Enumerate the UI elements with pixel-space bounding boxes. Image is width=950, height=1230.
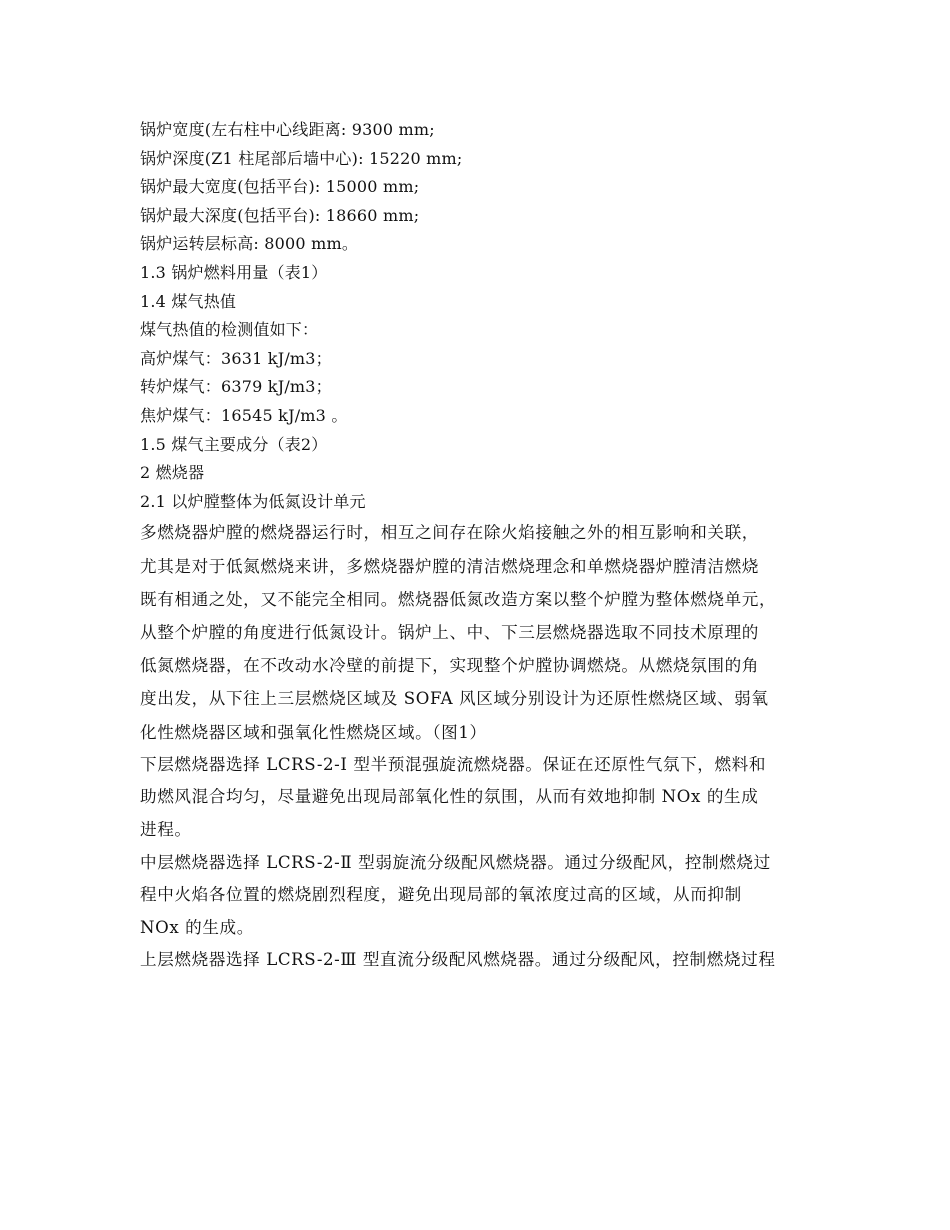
paragraph-lower-burner bbox=[140, 749, 820, 847]
spec-boiler-max-width: 锅炉最大宽度(包括平台): 15000 mm; bbox=[140, 177, 420, 197]
section-heading-1-3: 1.3 锅炉燃料用量（表1） bbox=[140, 262, 328, 282]
paragraph-line: 中层燃烧器选择 LCRS-2-Ⅱ 型弱旋流分级配风燃烧器。通过分级配风，控制燃烧过 bbox=[140, 852, 771, 872]
paragraph-line: 低氮燃烧器，在不改动水冷壁的前提下，实现整个炉膛协调燃烧。从燃烧氛围的角 bbox=[140, 656, 759, 676]
paragraph-line: 多燃烧器炉膛的燃烧器运行时，相互之间存在除火焰接触之外的相互影响和关联， bbox=[140, 523, 759, 543]
paragraph-line: 进程。 bbox=[140, 819, 192, 839]
paragraph-line: NOx 的生成。 bbox=[140, 917, 254, 937]
section-heading-1-5: 1.5 煤气主要成分（表2） bbox=[140, 434, 328, 454]
heat-value-blast-furnace: 高炉煤气：3631 kJ/m3； bbox=[140, 348, 332, 368]
heat-value-coke-oven: 焦炉煤气：16545 kJ/m3 。 bbox=[140, 405, 348, 425]
spec-boiler-max-depth: 锅炉最大深度(包括平台): 18660 mm; bbox=[140, 205, 420, 225]
paragraph-furnace-design bbox=[140, 516, 820, 748]
paragraph-line: 程中火焰各位置的燃烧剧烈程度，避免出现局部的氧浓度过高的区域，从而抑制 bbox=[140, 885, 742, 905]
section-heading-2-1: 2.1 以炉膛整体为低氮设计单元 bbox=[140, 491, 366, 511]
paragraph-line: 上层燃烧器选择 LCRS-2-Ⅲ 型直流分级配风燃烧器。通过分级配风，控制燃烧过程 bbox=[140, 950, 776, 970]
paragraph-line: 尤其是对于低氮燃烧来讲，多燃烧器炉膛的清洁燃烧理念和单燃烧器炉膛清洁燃烧 bbox=[140, 556, 759, 576]
section-heading-2: 2 燃烧器 bbox=[140, 463, 205, 483]
paragraph-line: 从整个炉膛的角度进行低氮设计。锅炉上、中、下三层燃烧器选取不同技术原理的 bbox=[140, 622, 759, 642]
section-heading-1-4: 1.4 煤气热值 bbox=[140, 291, 237, 311]
paragraph-upper-burner bbox=[140, 944, 820, 977]
spec-boiler-depth: 锅炉深度(Z1 柱尾部后墙中心): 15220 mm; bbox=[140, 148, 463, 168]
paragraph-middle-burner bbox=[140, 847, 820, 945]
heat-value-intro: 煤气热值的检测值如下： bbox=[140, 320, 319, 340]
spec-operating-level: 锅炉运转层标高: 8000 mm。 bbox=[140, 234, 359, 254]
document-page bbox=[140, 116, 820, 977]
paragraph-line: 下层燃烧器选择 LCRS-2-Ⅰ 型半预混强旋流燃烧器。保证在还原性气氛下，燃料和 bbox=[140, 754, 767, 774]
paragraph-line: 度出发，从下往上三层燃烧区域及 SOFA 风区域分别设计为还原性燃烧区域、弱氧 bbox=[140, 689, 769, 709]
heat-value-converter: 转炉煤气：6379 kJ/m3； bbox=[140, 377, 332, 397]
paragraph-line: 助燃风混合均匀，尽量避免出现局部氧化性的氛围，从而有效地抑制 NOx 的生成 bbox=[140, 787, 759, 807]
paragraph-line: 既有相通之处，又不能完全相同。燃烧器低氮改造方案以整个炉膛为整体燃烧单元， bbox=[140, 589, 777, 609]
paragraph-line: 化性燃烧器区域和强氧化性燃烧区域。（图1） bbox=[140, 722, 487, 742]
spec-boiler-width: 锅炉宽度(左右柱中心线距离: 9300 mm; bbox=[140, 120, 435, 139]
